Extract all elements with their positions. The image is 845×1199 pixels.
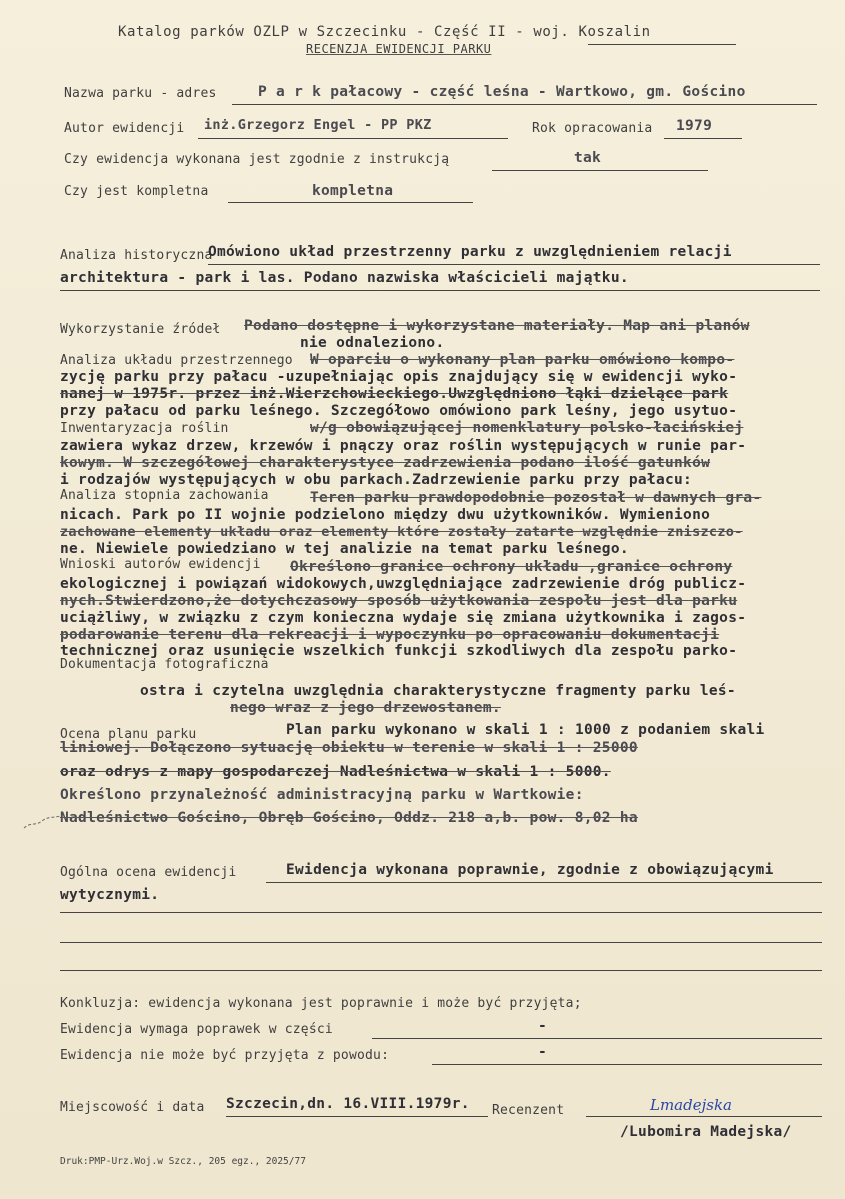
- overall-blank-3: [60, 942, 822, 943]
- inventory-line-1: w/g obowiązującej nomenklatury polsko-łacińskiej: [310, 420, 744, 436]
- inventory-line-4: i rodzajów występujących w obu parkach.Zadrzewienie parku przy pałacu:: [60, 472, 693, 488]
- instruction-value: tak: [574, 150, 602, 166]
- sources-line-2: nie odnaleziono.: [300, 335, 445, 351]
- plan-rating-line-4: Określono przynależność administracyjną parku w Wartkowie:: [60, 787, 584, 803]
- history-blank-1: [208, 264, 820, 265]
- history-blank-2: [60, 290, 820, 291]
- preservation-line-4: ne. Niewiele powiedziano w tej analizie na temat parku leśnego.: [60, 541, 629, 557]
- corrections-value: -: [538, 1018, 548, 1034]
- overall-label: Ogólna ocena ewidencji: [60, 865, 237, 880]
- complete-label: Czy jest kompletna: [64, 184, 209, 199]
- inventory-line-2: zawiera wykaz drzew, krzewów i pnączy oraz roślin występujących w runie par-: [60, 438, 747, 454]
- overall-line-1: Ewidencja wykonana poprawnie, zgodnie z obowiązującymi: [286, 862, 774, 878]
- sources-line-1: Podano dostępne i wykorzystane materiały. Map ani planów: [244, 318, 750, 334]
- park-name-blank: [232, 104, 817, 105]
- place-date-label: Miejscowość i data: [60, 1100, 205, 1115]
- conclusions-line-6: technicznej oraz usunięcie wszelkich funkcji szkodliwych dla zespołu parko-: [60, 643, 738, 659]
- reject-blank: [432, 1064, 822, 1065]
- layout-line-1: W oparciu o wykonany plan parku omówiono kompo-: [310, 352, 735, 368]
- place-date-blank: [226, 1116, 488, 1117]
- park-name-label: Nazwa parku - adres: [64, 86, 217, 101]
- complete-blank: [228, 202, 473, 203]
- layout-line-2: zycję parku przy pałacu -uzupełniając opis znajdujący się w ewidencji wyko-: [60, 369, 738, 385]
- margin-scribble-icon: [22, 812, 68, 832]
- layout-line-3: nanej w 1975r. przez inż.Wierzchowieckiego.Uwzględniono łąki dzielące park: [60, 386, 729, 402]
- reviewer-blank: [586, 1116, 822, 1117]
- photo-doc-label: Dokumentacja fotograficzna: [60, 657, 269, 672]
- plan-rating-label: Ocena planu parku: [60, 727, 197, 742]
- instruction-label: Czy ewidencja wykonana jest zgodnie z instrukcją: [64, 152, 450, 167]
- plan-rating-line-1: Plan parku wykonano w skali 1 : 1000 z podaniem skali: [286, 722, 765, 738]
- photo-doc-line-1: ostra i czytelna uwzględnia charakterystyczne fragmenty parku leś-: [140, 683, 736, 699]
- overall-blank-2: [60, 912, 822, 913]
- corrections-label: Ewidencja wymaga poprawek w części: [60, 1022, 333, 1037]
- author-label: Autor ewidencji: [64, 121, 185, 136]
- year-value: 1979: [676, 118, 713, 134]
- conclusions-line-5: podarowanie terenu dla rekreacji i wypoczynku po opracowaniu dokumentacji: [60, 627, 720, 643]
- inventory-label: Inwentaryzacja roślin: [60, 421, 229, 436]
- author-value: inż.Grzegorz Engel - PP PKZ: [204, 117, 432, 133]
- history-label: Analiza historyczna: [60, 248, 213, 263]
- preservation-line-3: zachowane elementy układu oraz elementy które zostały zatarte względnie zniszczo-: [60, 524, 743, 540]
- reviewer-name: /Lubomira Madejska/: [620, 1124, 792, 1140]
- complete-value: kompletna: [312, 183, 394, 199]
- history-line-1: Omówiono układ przestrzenny parku z uwzględnieniem relacji: [208, 244, 732, 260]
- park-name-value: P a r k pałacowy - część leśna - Wartkowo, gm. Gościno: [258, 84, 746, 100]
- preservation-line-2: nicach. Park po II wojnie podzielono między dwu użytkowników. Wymieniono: [60, 507, 711, 523]
- place-date-value: Szczecin,dn. 16.VIII.1979r.: [226, 1096, 470, 1112]
- overall-blank-4: [60, 970, 822, 971]
- preservation-line-1: Teren parku prawdopodobnie pozostał w dawnych gra-: [310, 490, 762, 506]
- sources-label: Wykorzystanie źródeł: [60, 322, 221, 337]
- conclusions-label: Wnioski autorów ewidencji: [60, 557, 261, 572]
- year-label: Rok opracowania: [532, 121, 653, 136]
- preservation-label: Analiza stopnia zachowania: [60, 488, 269, 503]
- overall-line-2: wytycznymi.: [60, 887, 160, 903]
- year-blank: [664, 138, 742, 139]
- plan-rating-line-3: oraz odrys z mapy gospodarczej Nadleśnictwa w skali 1 : 5000.: [60, 764, 611, 780]
- conclusions-line-3: nych.Stwierdzono,że dotychczasowy sposób użytkowania zespołu jest dla parku: [60, 593, 738, 609]
- history-line-2: architektura - park i las. Podano nazwiska właścicieli majątku.: [60, 270, 629, 286]
- reviewer-signature: Lmadejska: [650, 1096, 732, 1114]
- plan-rating-line-2: liniowej. Dołączono sytuację obiektu w terenie w skali 1 : 25000: [60, 740, 638, 756]
- reviewer-label: Recenzent: [492, 1103, 565, 1118]
- corrections-blank: [372, 1038, 822, 1039]
- layout-label: Analiza układu przestrzennego: [60, 353, 293, 368]
- conclusions-line-4: uciążliwy, w związku z czym konieczna wydaje się zmiana użytkownika i zagos-: [60, 610, 747, 626]
- photo-doc-line-2: nego wraz z jego drzewostanem.: [230, 700, 501, 716]
- instruction-blank: [492, 170, 708, 171]
- conclusions-line-1: Określono granice ochrony układu ,granice ochrony: [290, 559, 733, 575]
- inventory-line-3: kowym. W szczegółowej charakterystyce zadrzewienia podano ilość gatunków: [60, 455, 711, 471]
- layout-line-4: przy pałacu od parku leśnego. Szczegółowo omówiono park leśny, jego usytuo-: [60, 403, 738, 419]
- title-underline: [588, 44, 736, 45]
- print-info: Druk:PMP-Urz.Woj.w Szcz., 205 egz., 2025/77: [60, 1156, 306, 1167]
- conclusions-line-2: ekologicznej i powiązań widokowych,uwzględniające zadrzewienie dróg publicz-: [60, 576, 747, 592]
- page-title: Katalog parków OZLP w Szczecinku - Część II - woj. Koszalin: [118, 24, 651, 40]
- page-subtitle: RECENZJA EWIDENCJI PARKU: [306, 42, 492, 56]
- reject-label: Ewidencja nie może być przyjęta z powodu:: [60, 1048, 390, 1063]
- overall-blank-1: [266, 882, 822, 883]
- conclusion-line: Konkluzja: ewidencja wykonana jest poprawnie i może być przyjęta;: [60, 996, 582, 1011]
- plan-rating-line-5: Nadleśnictwo Gościno, Obręb Gościno, Oddz. 218 a,b. pow. 8,02 ha: [60, 810, 638, 826]
- author-blank: [198, 138, 508, 139]
- reject-value: -: [538, 1044, 548, 1060]
